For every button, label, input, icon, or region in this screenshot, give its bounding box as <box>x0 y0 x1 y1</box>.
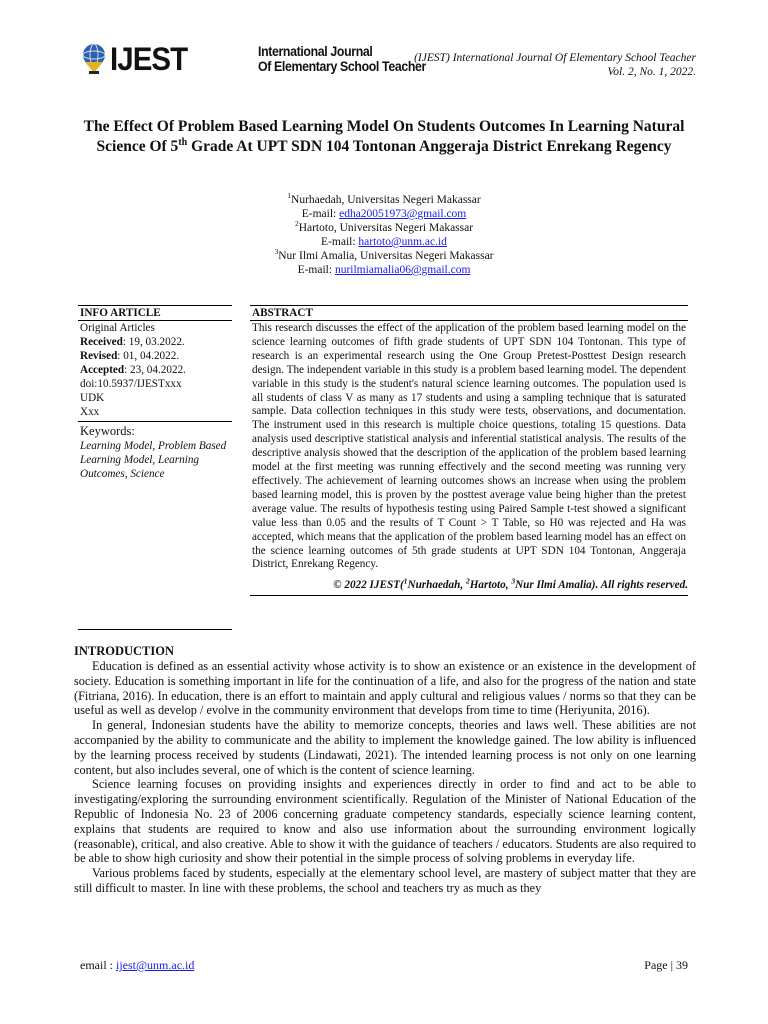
title-part2: Grade At UPT SDN 104 Tontonan Anggeraja District Enrekang Regency <box>187 138 672 155</box>
doi: doi:10.5937/IJESTxxx <box>80 378 182 390</box>
body-paragraph: Science learning focuses on providing insights and experiences directly in order to find and act to be able to investigating/exploring the surrounding environment scientifically. Regulation of the Minister of National Education of the Republic of Indonesia No. 23 of 2006 concerning graduate competency standards, especially science learning content, explains that students are required to know and also use information about the surrounding environment logically (reasonable), critical, and also creative. Able to show it with the guidance of teachers / educators. Students are also required to be able to show high curiosity and show their potential in the simple process of solving problems in everyday life. <box>74 777 696 866</box>
article-type: Original Articles <box>80 322 155 334</box>
author-2 <box>150 221 618 235</box>
abstract-text: This research discusses the effect of the application of the problem based learning model on the science learning outcomes of fifth grade students of UPT SDN 104 Tontonan. This type of research is an experimental research using the One Group Pretest-Posttest Design research design. The independent variable in this study is a problem based learning model. The dependent variable in this study is the student's natural science learning outcomes. The population used is all students of class V as many as 17 students and using a sampling technique that is saturated sample. Data collection techniques in this study were tests, observations, and documentation. The instrument used in this research is multiple choice questions, totaling 15 questions. Data analysis used descriptive statistical analysis and inferential statistical analysis. The results of the descriptive analysis showed that the description of the application of the problem based learning model at the first meeting was running effectively and the second meeting was running very effectively. The achievement of learning outcomes shows an increase when using the problem based learning model, this is proven by the posttest average value being higher than the pretest average value. The results of hypothesis testing using Paired Sample t-test showed a significant value less than 0.05 and the results of T Count > T Table, so H0 was rejected and Ha was accepted, which means that the application of the problem based learning model has an effect on the science learning outcomes of 5th grade students at UPT SDN 104 Tontonan, Anggeraja District, Enrekang Regency. <box>252 322 686 571</box>
copyright-prefix: © 2022 IJEST( <box>333 579 404 592</box>
author-number: 3 <box>274 247 279 257</box>
logo-wordmark: IJEST <box>110 41 188 77</box>
info-bottom-rule <box>78 629 232 630</box>
author-affiliation: Nurhaedah, Universitas Negeri Makassar <box>291 194 481 206</box>
abstract <box>250 305 688 596</box>
udk-label: UDK <box>80 392 105 404</box>
revised-date <box>78 349 232 363</box>
journal-name: (IJEST) International Journal Of Elementary School Teacher <box>414 52 696 64</box>
footer-email-link[interactable]: ijest@unm.ac.id <box>116 958 195 972</box>
globe-seal-icon <box>80 42 108 76</box>
author-3-email <box>150 263 618 277</box>
title-superscript: th <box>178 136 188 148</box>
author-list <box>150 193 618 277</box>
author-email-link[interactable]: nurilmiamalia06@gmail.com <box>334 264 471 276</box>
copyright-author: Hartoto, <box>469 579 512 592</box>
title-part1: The Effect Of Problem Based Learning Model On Students Outcomes In Learning Natural Science Of 5 <box>83 118 685 155</box>
journal-header <box>80 38 696 80</box>
logo-subtitle <box>258 44 426 74</box>
logo-subtitle-line1: International Journal <box>258 43 373 59</box>
journal-volume: Vol. 2, No. 1, 2022. <box>607 66 696 78</box>
journal-logo <box>80 38 194 80</box>
body-paragraph: Education is defined as an essential activity whose activity is to show an existence or an existence in the development of society. Education is something important in life for the continuation of a life, and also for the progress of the nation and state (Fitriana, 2016). In education, there is an effort to maintain and apply cultural and religious values / norms so that they can be useful as well as develop / evolve in the community environment that develops from time to time (Heriyunita, 2016). <box>74 659 696 718</box>
abstract-heading: ABSTRACT <box>250 305 688 321</box>
received-date <box>78 335 232 349</box>
email-label: E-mail: <box>321 236 359 248</box>
author-number: 1 <box>287 191 292 201</box>
introduction-section <box>74 644 696 896</box>
accepted-label: Accepted <box>80 364 125 376</box>
paper-title <box>70 117 698 157</box>
author-number: 2 <box>294 219 299 229</box>
revised-value: : 01, 04.2022. <box>117 350 180 362</box>
revised-label: Revised <box>80 350 118 362</box>
footer-email-label: email : <box>80 958 116 972</box>
copyright-num: 1 <box>403 576 408 586</box>
accepted-date <box>78 363 232 377</box>
section-heading: INTRODUCTION <box>74 644 175 658</box>
copyright-author: Nurhaedah, <box>407 579 466 592</box>
udk-value: Xxx <box>80 406 100 418</box>
accepted-value: : 23, 04.2022. <box>124 364 186 376</box>
author-1-email <box>150 207 618 221</box>
email-label: E-mail: <box>301 208 340 220</box>
author-affiliation: Nur Ilmi Amalia, Universitas Negeri Makassar <box>278 250 494 262</box>
logo-subtitle-line2: Of Elementary School Teacher <box>258 58 426 74</box>
copyright-num: 3 <box>511 576 516 586</box>
body-paragraph: Various problems faced by students, especially at the elementary school level, are mastery of subject matter that they are still difficult to master. In line with these problems, the school and teachers try as much as they <box>74 866 696 895</box>
copyright-line <box>250 576 688 596</box>
info-article-heading: INFO ARTICLE <box>78 305 232 321</box>
footer-email <box>80 958 194 973</box>
keywords: Learning Model, Problem Based Learning Model, Learning Outcomes, Science <box>80 440 227 480</box>
author-3 <box>150 249 618 263</box>
author-2-email <box>150 235 618 249</box>
author-1 <box>150 193 618 207</box>
copyright-author: Nur Ilmi Amalia). All rights reserved. <box>515 579 688 592</box>
received-label: Received <box>80 336 123 348</box>
author-affiliation: Hartoto, Universitas Negeri Makassar <box>298 222 474 234</box>
copyright-num: 2 <box>465 576 470 586</box>
received-value: : 19, 03.2022. <box>122 336 185 348</box>
author-email-link[interactable]: edha20051973@gmail.com <box>339 208 467 220</box>
keywords-heading: Keywords: <box>78 421 232 439</box>
info-article <box>78 305 232 481</box>
author-email-link[interactable]: hartoto@unm.ac.id <box>358 236 447 248</box>
email-label: E-mail: <box>297 264 335 276</box>
page-number: Page | 39 <box>644 958 688 972</box>
journal-citation <box>414 51 696 79</box>
body-paragraph: In general, Indonesian students have the ability to memorize concepts, theories and laws well. These abilities are not accompanied by the ability to communicate and the ability to implement the knowledge gained. The low ability is influenced by the learning process received by students (Lindawati, 2021). The intended learning process is not only on one learning content, but also includes several, one of which is the content of science learning. <box>74 718 696 777</box>
